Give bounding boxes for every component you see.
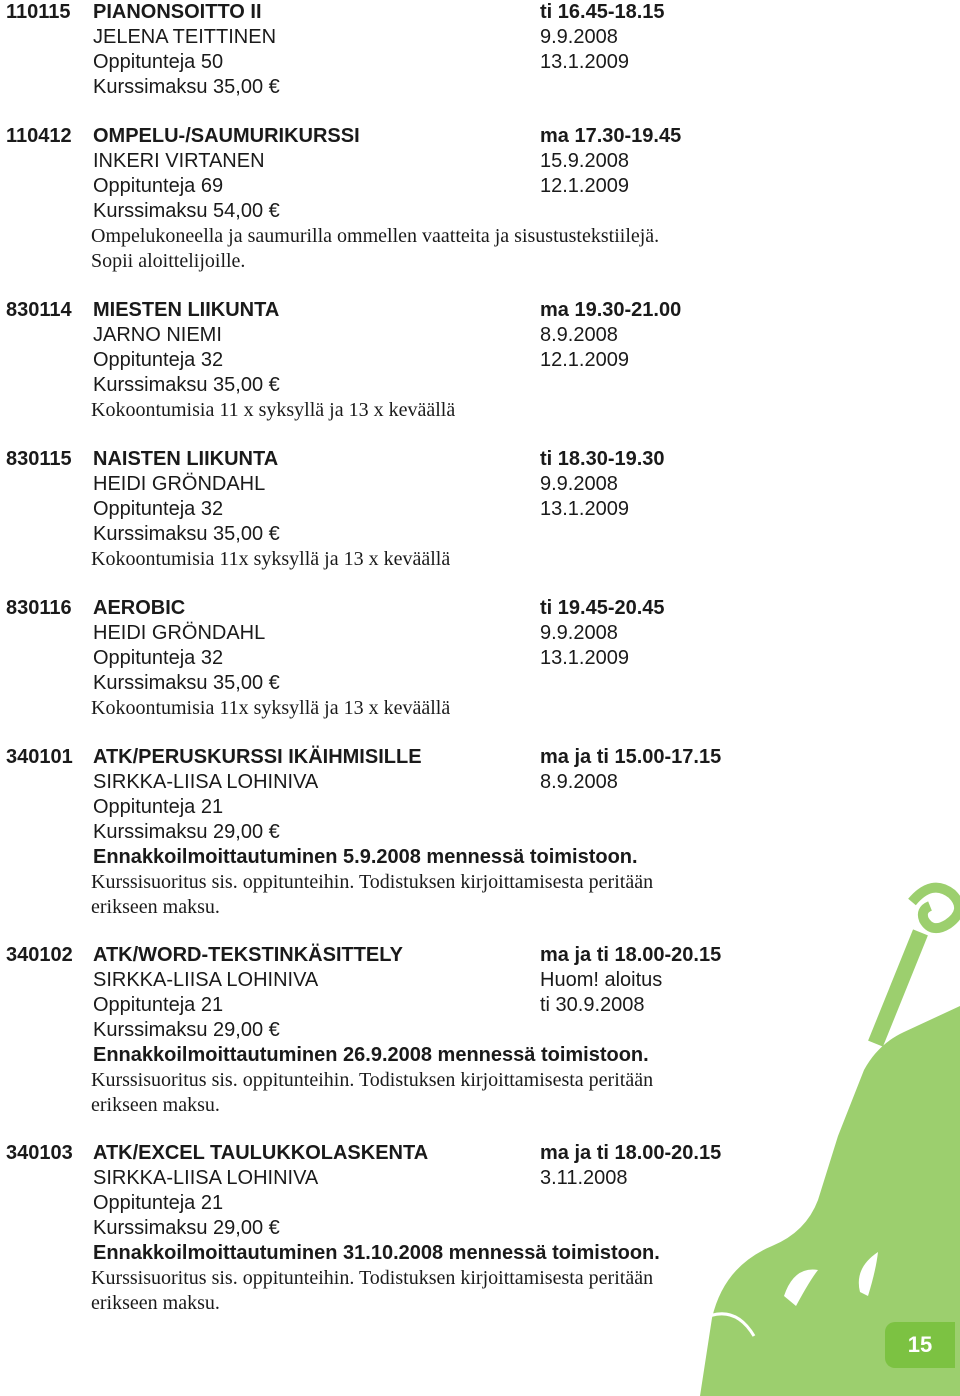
course-description-2: erikseen maksu. — [91, 896, 220, 918]
course-start-date: 3.11.2008 — [540, 1167, 628, 1189]
course-fee: Kurssimaksu 29,00 € — [93, 821, 280, 843]
course-teacher: HEIDI GRÖNDAHL — [93, 622, 266, 644]
course-teacher: SIRKKA-LIISA LOHINIVA — [93, 969, 319, 991]
course-fee: Kurssimaksu 29,00 € — [93, 1019, 280, 1041]
course-start-date: ti 30.9.2008 — [540, 994, 645, 1016]
course-spring-date: 12.1.2009 — [540, 349, 629, 371]
course-code: 340101 — [6, 746, 73, 768]
course-teacher: SIRKKA-LIISA LOHINIVA — [93, 1167, 319, 1189]
course-teacher: HEIDI GRÖNDAHL — [93, 473, 266, 495]
registration-note: Ennakkoilmoittautuminen 5.9.2008 mennessä toimistoon. — [93, 846, 638, 868]
course-description-2: Sopii aloittelijoille. — [91, 250, 246, 272]
course-title: ATK/PERUSKURSSI IKÄIHMISILLE — [93, 746, 422, 768]
course-fee: Kurssimaksu 35,00 € — [93, 374, 280, 396]
course-schedule: ma ja ti 18.00-20.15 — [540, 944, 722, 966]
course-start-date: 8.9.2008 — [540, 324, 618, 346]
course-start-date: 15.9.2008 — [540, 150, 629, 172]
course-teacher: JELENA TEITTINEN — [93, 26, 277, 48]
course-fee: Kurssimaksu 35,00 € — [93, 672, 280, 694]
course-start-date: 9.9.2008 — [540, 473, 618, 495]
course-description-2: erikseen maksu. — [91, 1292, 220, 1314]
course-spring-date: 13.1.2009 — [540, 51, 629, 73]
course-code: 110115 — [6, 1, 71, 23]
registration-note: Ennakkoilmoittautuminen 31.10.2008 mennessä toimistoon. — [93, 1242, 660, 1264]
course-description: Kokoontumisia 11 x syksyllä ja 13 x keväällä — [91, 399, 456, 421]
course-title: PIANONSOITTO II — [93, 1, 262, 23]
course-description: Kurssisuoritus sis. oppitunteihin. Todistuksen kirjoittamisesta peritään — [91, 1069, 654, 1091]
course-lessons: Oppitunteja 69 — [93, 175, 224, 197]
course-schedule: ma ja ti 15.00-17.15 — [540, 746, 722, 768]
course-title: NAISTEN LIIKUNTA — [93, 448, 279, 470]
course-start-note: Huom! aloitus — [540, 969, 663, 991]
page-number: 15 — [907, 1332, 933, 1357]
course-teacher: JARNO NIEMI — [93, 324, 222, 346]
course-start-date: 9.9.2008 — [540, 622, 618, 644]
course-code: 830116 — [6, 597, 72, 619]
course-schedule: ma ja ti 18.00-20.15 — [540, 1142, 722, 1164]
course-spring-date: 12.1.2009 — [540, 175, 629, 197]
course-description: Kurssisuoritus sis. oppitunteihin. Todistuksen kirjoittamisesta peritään — [91, 871, 654, 893]
course-title: ATK/EXCEL TAULUKKOLASKENTA — [93, 1142, 429, 1164]
course-code: 830114 — [6, 299, 72, 321]
course-description: Kokoontumisia 11x syksyllä ja 13 x keväällä — [91, 697, 451, 719]
course-spring-date: 13.1.2009 — [540, 498, 629, 520]
course-lessons: Oppitunteja 21 — [93, 994, 224, 1016]
course-teacher: SIRKKA-LIISA LOHINIVA — [93, 771, 319, 793]
course-code: 340103 — [6, 1142, 73, 1164]
course-schedule: ti 19.45-20.45 — [540, 597, 665, 619]
course-schedule: ma 17.30-19.45 — [540, 125, 682, 147]
course-code: 830115 — [6, 448, 72, 470]
course-code: 340102 — [6, 944, 73, 966]
course-fee: Kurssimaksu 35,00 € — [93, 523, 280, 545]
course-description: Kokoontumisia 11x syksyllä ja 13 x keväällä — [91, 548, 451, 570]
course-description: Kurssisuoritus sis. oppitunteihin. Todistuksen kirjoittamisesta peritään — [91, 1267, 654, 1289]
course-schedule: ti 18.30-19.30 — [540, 448, 665, 470]
course-lessons: Oppitunteja 32 — [93, 498, 224, 520]
course-description-2: erikseen maksu. — [91, 1094, 220, 1116]
course-spring-date: 13.1.2009 — [540, 647, 629, 669]
course-lessons: Oppitunteja 32 — [93, 647, 224, 669]
course-fee: Kurssimaksu 35,00 € — [93, 76, 280, 98]
course-start-date: 8.9.2008 — [540, 771, 618, 793]
course-title: OMPELU-/SAUMURIKURSSI — [93, 125, 360, 147]
course-fee: Kurssimaksu 29,00 € — [93, 1217, 280, 1239]
course-description: Ompelukoneella ja saumurilla ommellen vaatteita ja sisustustekstiilejä. — [91, 225, 660, 247]
course-schedule: ma 19.30-21.00 — [540, 299, 682, 321]
course-title: AEROBIC — [93, 597, 186, 619]
page-number-badge — [885, 1322, 955, 1368]
course-fee: Kurssimaksu 54,00 € — [93, 200, 280, 222]
course-lessons: Oppitunteja 21 — [93, 1192, 224, 1214]
course-lessons: Oppitunteja 50 — [93, 51, 224, 73]
course-code: 110412 — [6, 125, 72, 147]
course-title: ATK/WORD-TEKSTINKÄSITTELY — [93, 944, 403, 966]
course-teacher: INKERI VIRTANEN — [93, 150, 265, 172]
course-lessons: Oppitunteja 32 — [93, 349, 224, 371]
course-lessons: Oppitunteja 21 — [93, 796, 224, 818]
course-schedule: ti 16.45-18.15 — [540, 1, 665, 23]
course-title: MIESTEN LIIKUNTA — [93, 299, 280, 321]
registration-note: Ennakkoilmoittautuminen 26.9.2008 mennessä toimistoon. — [93, 1044, 649, 1066]
course-start-date: 9.9.2008 — [540, 26, 618, 48]
